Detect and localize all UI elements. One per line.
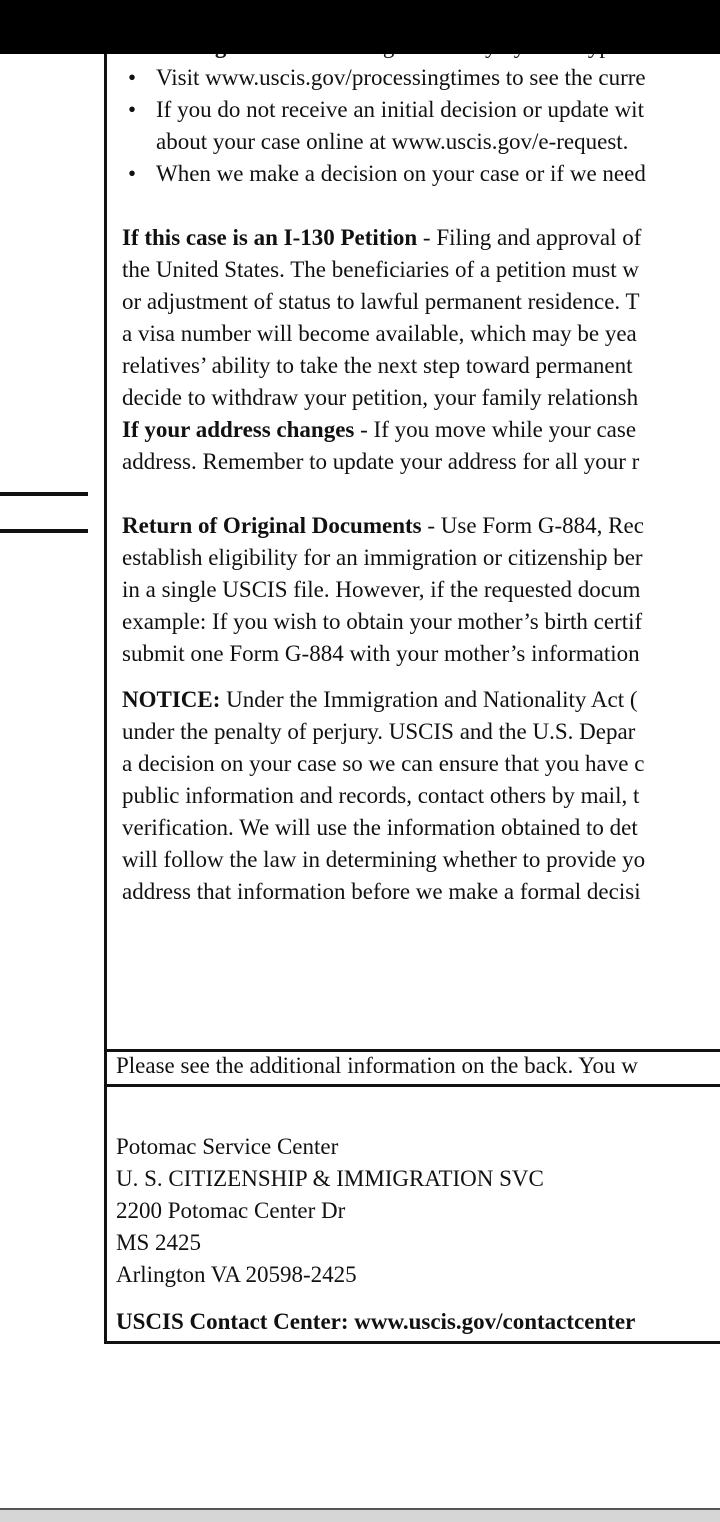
bullet-item: • When we make a decision on your case or if we need	[122, 158, 720, 190]
bullet-continuation: about your case online at www.uscis.gov/e-request.	[156, 129, 629, 154]
return-docs-heading-line: Return of Original Documents - Use Form G-884, Rec	[122, 513, 644, 538]
paragraph-line: submit one Form G-884 with your mother’s information	[122, 641, 640, 666]
bullet-icon: •	[128, 65, 137, 90]
paragraph-line: under the penalty of perjury. USCIS and the U.S. Depar	[122, 719, 636, 744]
paragraph-line: address. Remember to update your address for all your r	[122, 449, 640, 474]
notice-heading-line: NOTICE: Under the Immigration and Nationality Act (	[122, 687, 638, 712]
footer-bottom-rule	[104, 1341, 720, 1344]
address-line: Arlington VA 20598-2425	[116, 1262, 357, 1287]
bullet-icon: •	[128, 97, 137, 122]
paragraph-line: example: If you wish to obtain your mother’s birth certif	[122, 609, 643, 634]
paragraph-line: decide to withdraw your petition, your family relationsh	[122, 385, 639, 410]
bullet-item: • Visit www.uscis.gov/processingtimes to see the curre	[122, 62, 720, 94]
bullet-icon: •	[128, 161, 137, 186]
paragraph-line: in a single USCIS file. However, if the requested docum	[122, 577, 641, 602]
contact-center-line: USCIS Contact Center: www.uscis.gov/contactcenter	[116, 1309, 636, 1334]
paragraph-line: the United States. The beneficiaries of a petition must w	[122, 257, 639, 282]
address-line: Potomac Service Center	[116, 1134, 339, 1159]
paragraph-line: a decision on your case so we can ensure that you have c	[122, 751, 645, 776]
paragraph-line: establish eligibility for an immigration or citizenship ber	[122, 545, 643, 570]
notice-body	[122, 30, 720, 908]
address-line: MS 2425	[116, 1230, 201, 1255]
left-border-line	[104, 0, 107, 1344]
paragraph-line: verification. We will use the information obtained to det	[122, 815, 638, 840]
paragraph-line: or adjustment of status to lawful permanent residence. T	[122, 289, 640, 314]
top-black-bar	[0, 0, 720, 54]
paragraph-line: relatives’ ability to take the next step toward permanent	[122, 353, 633, 378]
bullet-item: • If you do not receive an initial decision or update wit	[122, 94, 720, 126]
paragraph-line: will follow the law in determining whether to provide yo	[122, 847, 646, 872]
address-line: 2200 Potomac Center Dr	[116, 1198, 346, 1223]
paragraph-line: public information and records, contact others by mail, t	[122, 783, 640, 808]
footer-mid-rule	[104, 1084, 720, 1087]
office-address-block	[116, 1131, 720, 1291]
address-change-heading-line: If your address changes - If you move while your case	[122, 417, 637, 442]
margin-mark-upper	[0, 492, 88, 496]
paragraph-line: address that information before we make a formal decisi	[122, 879, 641, 904]
paragraph-line: a visa number will become available, which may be yea	[122, 321, 637, 346]
i130-heading-line: If this case is an I-130 Petition - Filing and approval of	[122, 225, 642, 250]
margin-mark-lower	[0, 529, 88, 533]
address-line: U. S. CITIZENSHIP & IMMIGRATION SVC	[116, 1166, 544, 1191]
additional-info-message: Please see the additional information on the back. You w	[116, 1053, 638, 1078]
